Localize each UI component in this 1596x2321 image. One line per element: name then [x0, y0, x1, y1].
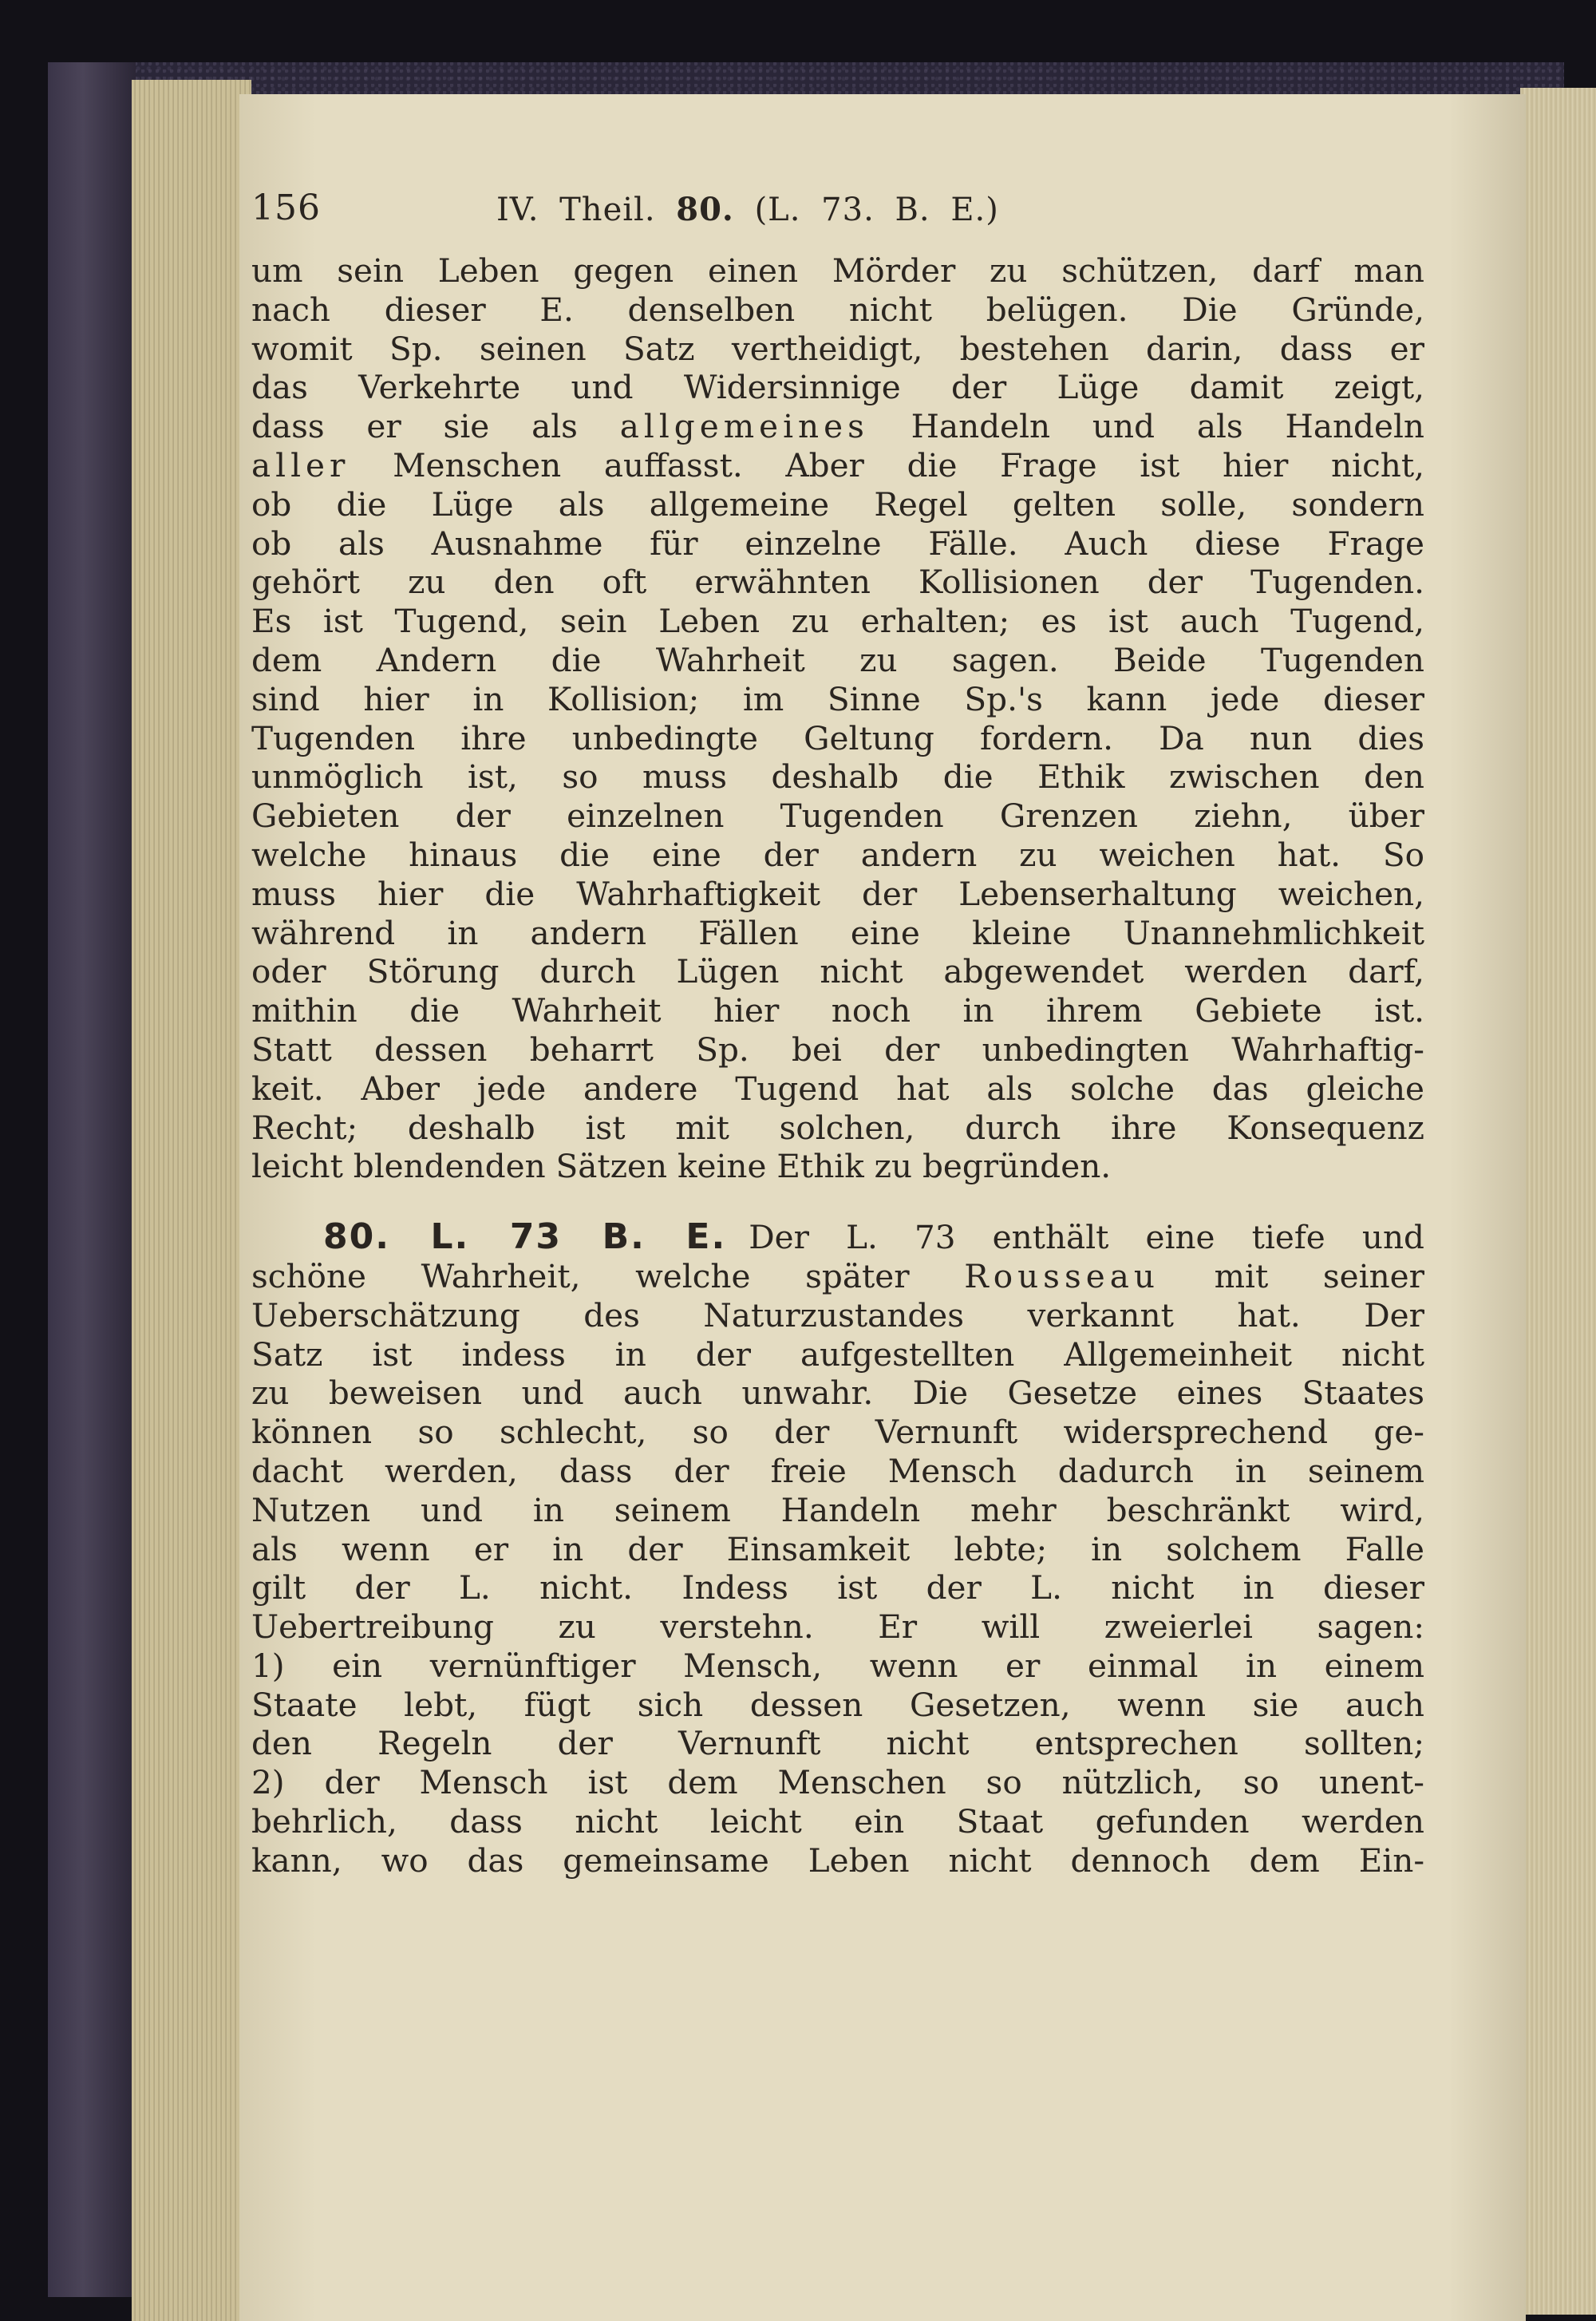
- text-line: schöne Wahrheit, welche später Rousseau mit seiner: [251, 1256, 1425, 1295]
- text-line: muss hier die Wahrhaftigkeit der Lebenserhaltung weichen,: [251, 874, 1424, 913]
- running-head: [496, 191, 999, 228]
- text-line: können so schlecht, so der Vernunft widersprechend ge-: [251, 1413, 1424, 1452]
- text-line: Statt dessen beharrt Sp. bei der unbedingten Wahrhaftig-: [251, 1030, 1424, 1069]
- text-line: Tugenden ihre unbedingte Geltung fordern. Da nun dies: [251, 718, 1424, 757]
- running-head-part: IV. Theil.: [496, 192, 656, 228]
- text-line: gilt der L. nicht. Indess ist der L. nicht in dieser: [251, 1568, 1424, 1607]
- text-line: zu beweisen und auch unwahr. Die Gesetze eines Staates: [251, 1374, 1424, 1413]
- text-line: kann, wo das gemeinsame Leben nicht dennoch dem Ein-: [251, 1841, 1424, 1880]
- text-line: mithin die Wahrheit hier noch in ihrem Gebiete ist.: [251, 991, 1424, 1030]
- running-head-section: 80.: [676, 191, 734, 228]
- running-head-ref: (L. 73. B. E.): [754, 192, 999, 228]
- text-line: behrlich, dass nicht leicht ein Staat gefunden werden: [251, 1802, 1424, 1841]
- text-line: keit. Aber jede andere Tugend hat als solche das gleiche: [251, 1069, 1424, 1108]
- text-line: als wenn er in der Einsamkeit lebte; in solchem Falle: [251, 1529, 1424, 1568]
- section-heading: 80. L. 73 B. E.: [323, 1216, 727, 1258]
- text-line: ob als Ausnahme für einzelne Fälle. Auch diese Frage: [251, 524, 1424, 563]
- text-line: unmöglich ist, so muss deshalb die Ethik zwischen den: [251, 757, 1424, 797]
- text-line: während in andern Fällen eine kleine Unannehmlichkeit: [251, 913, 1424, 952]
- text-line: Es ist Tugend, sein Leben zu erhalten; es ist auch Tugend,: [251, 602, 1424, 641]
- spaced-emphasis: aller: [251, 445, 350, 484]
- text-line: nach dieser E. denselben nicht belügen. Die Gründe,: [251, 290, 1424, 329]
- text-line: Gebieten der einzelnen Tugenden Grenzen ziehn, über: [251, 797, 1424, 836]
- text-line: gehört zu den oft erwähnten Kollisionen der Tugenden.: [251, 563, 1424, 602]
- paragraph-2: [251, 1218, 1424, 1880]
- paragraph-1: [251, 251, 1424, 1186]
- text-line: Recht; deshalb ist mit solchen, durch ihre Konsequenz: [251, 1108, 1424, 1147]
- text-line: oder Störung durch Lügen nicht abgewendet werden darf,: [251, 952, 1424, 991]
- text-line: womit Sp. seinen Satz vertheidigt, bestehen darin, dass er: [251, 329, 1424, 368]
- text-line: Uebertreibung zu verstehn. Er will zweierlei sagen:: [251, 1607, 1424, 1647]
- text-line: Ueberschätzung des Naturzustandes verkannt hat. Der: [251, 1295, 1424, 1334]
- text-line: welche hinaus die eine der andern zu weichen hat. So: [251, 835, 1424, 874]
- text-line: dem Andern die Wahrheit zu sagen. Beide Tugenden: [251, 640, 1424, 679]
- facing-page-edge: [1520, 88, 1596, 2315]
- text-line: dass er sie als allgemeines Handeln und als Handeln: [251, 407, 1424, 446]
- text-line: Der L. 73 enthält eine tiefe und: [749, 1218, 1424, 1257]
- text-line: leicht blendenden Sätzen keine Ethik zu begründen.: [251, 1147, 1112, 1186]
- text-line: 2) der Mensch ist dem Menschen so nützlich, so unent-: [251, 1763, 1424, 1802]
- page-header: [251, 188, 1424, 251]
- text-line: um sein Leben gegen einen Mörder zu schützen, darf man: [251, 251, 1424, 290]
- page-stack-edge: [132, 80, 251, 2321]
- text-line: Staate lebt, fügt sich dessen Gesetzen, wenn sie auch: [251, 1685, 1424, 1724]
- spaced-emphasis: Rousseau: [964, 1256, 1159, 1295]
- text-line: Satz ist indess in der aufgestellten Allgemeinheit nicht: [251, 1334, 1424, 1374]
- paragraph-2-first-line: [251, 1218, 1424, 1257]
- page-number: 156: [251, 188, 321, 228]
- text-line: dacht werden, dass der freie Mensch dadurch in seinem: [251, 1451, 1424, 1490]
- text-line: aller Menschen auffasst. Aber die Frage ist hier nicht,: [251, 445, 1424, 484]
- text-line: Nutzen und in seinem Handeln mehr beschränkt wird,: [251, 1490, 1424, 1529]
- text-line: 1) ein vernünftiger Mensch, wenn er einmal in einem: [251, 1646, 1424, 1685]
- book-spine-edge: [48, 62, 136, 2297]
- text-line: ob die Lüge als allgemeine Regel gelten solle, sondern: [251, 484, 1424, 524]
- page-content: [251, 188, 1424, 1880]
- text-line: sind hier in Kollision; im Sinne Sp.'s kann jede dieser: [251, 679, 1424, 718]
- spaced-emphasis: allgemeines: [619, 407, 869, 446]
- text-line: den Regeln der Vernunft nicht entsprechen sollten;: [251, 1724, 1424, 1763]
- text-line: das Verkehrte und Widersinnige der Lüge damit zeigt,: [251, 368, 1424, 407]
